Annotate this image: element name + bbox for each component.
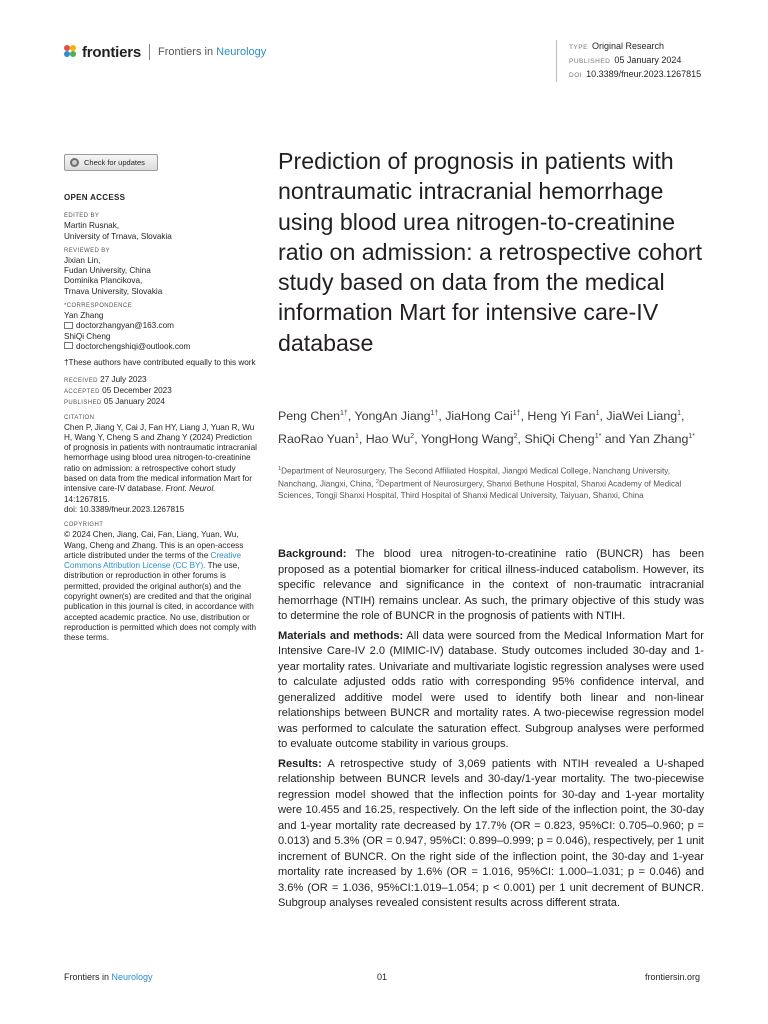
email-link-2[interactable]: doctorchengshiqi@outlook.com [64, 342, 260, 352]
mail-icon [64, 322, 73, 329]
author[interactable]: ShiQi Cheng$^{1*}$ [524, 431, 602, 446]
editor-name: Martin Rusnak, [64, 221, 120, 231]
update-icon [70, 158, 79, 167]
published-date-side: 05 January 2024 [103, 396, 165, 406]
abstract-background: Background: The blood urea nitrogen-to-creatinine ratio (BUNCR) has been proposed as a potential biomarker for critical illness-induced catabolism. However, its specific relevance and significance in the context of non-traumatic intracranial hemorrhage (NTIH) remains unclear. As such, the primary objective of this study was to determine the role of BUNCR in the prognosis of patients with NTIH. [278, 548, 704, 622]
author[interactable]: JiaWei Liang$^1$ [606, 409, 682, 424]
accepted-date: 05 December 2023 [102, 385, 172, 395]
abstract-results: Results: A retrospective study of 3,069 patients with NTIH revealed a U-shaped relationship between BUNCR levels and 30-day/1-year mortality. The two-piecewise regression model showed that the inflection points for 30-day and 1-year mortality were 10.455 and 16.25, respectively. On the left side of the inflection point, the 30-day and 1-year mortality rate decreased by 17.7% (OR = 0.823, 95%CI: 0.705–0.960; p = 0.013) and 5.3% (OR = 0.947, 95%CI: 0.899–0.999; p = 0.046), respectively, per 1 unit increment of BUNCR. On the right side of the inflection point, the 30-day and 1-year mortality rate increased by 1.6% (OR = 1.016, 95%CI: 1.000–1.031; p = 0.046) and 3.6% (OR = 1.036, 95%CI:1.019–1.054; p < 0.001) per 1 unit decrement of BUNCR. Subgroup analyses revealed consistent results across different strata. [278, 757, 704, 909]
reviewer-2-affiliation: Trnava University, Slovakia [64, 286, 163, 296]
author[interactable]: Hao Wu$^2$ [365, 431, 415, 446]
citation-doi[interactable]: doi: 10.3389/fneur.2023.1267815 [64, 504, 185, 514]
copyright-block: COPYRIGHT © 2024 Chen, Jiang, Cai, Fan, Liang, Yuan, Wu, Wang, Cheng and Zhang. This is an open-access article distributed under the terms of the Creative Commons Attribution License (CC BY). The use, distribution or reproduction in other forums is permitted, provided the original author(s) and the copyright owner(s) are credited and that the original publication in this journal is cited, in accordance with accepted academic practice. No use, distribution or reproduction is permitted which does not comply with these terms. [64, 522, 257, 643]
abstract [278, 547, 704, 916]
article-meta: TYPE Original Research PUBLISHED 05 January 2024 DOI 10.3389/fneur.2023.1267815 [556, 40, 701, 82]
reviewer-1-name: Jixian Lin, [64, 255, 101, 265]
email-link-1[interactable]: doctorzhangyan@163.com [64, 321, 260, 331]
frontiers-logo-icon [64, 45, 78, 59]
author[interactable]: RaoRao Yuan$^1$ [278, 431, 359, 446]
equal-contribution-note: †These authors have contributed equally to this work [64, 358, 256, 368]
reviewer-2-name: Dominika Plancikova, [64, 276, 143, 286]
open-access-label: OPEN ACCESS [64, 193, 126, 202]
author[interactable]: Yan Zhang$^{1*}$ [628, 431, 695, 446]
footer-journal[interactable]: Frontiers in Neurology [64, 972, 153, 982]
reviewer-1-affiliation: Fudan University, China [64, 266, 151, 276]
footer-site-link[interactable]: frontiersin.org [645, 972, 701, 982]
header-divider [149, 44, 150, 60]
article-type: Original Research [591, 41, 665, 51]
sidebar: OPEN ACCESS EDITED BY Martin Rusnak, University of Trnava, Slovakia REVIEWED BY Jixian Lin, Fudan University, China Dominika Plancikova, Trnava University, Slovakia *CORRESPONDENCE Yan Zhang doctorzhangyan@163.com ShiQi Cheng doctorchengshiqi@outlook.com †These authors have contributed equally to this work RECEIVED 27 July 2023 ACCEPTED 05 December 2023 PUBLISHED 05 January 2024 CITATION Chen P, Jiang Y, Cai J, Fan HY, Liang J, Yuan R, Wu H, Wang Y, Cheng S and Zhang Y (2024) Prediction of prognosis in patients with nontraumatic intracranial hemorrhage using blood urea nitrogen-to-creatinine ratio on admission: a retrospective cohort study based on data from the medical information Mart for intensive care-IV database. Front. Neurol. 14:1267815. doi: 10.3389/fneur.2023.1267815 COPYRIGHT © 2024 Chen, Jiang, Cai, Fan, Liang, Yuan, Wu, Wang, Cheng and Zhang. This is an open-access article distributed under the terms of the Creative Commons Attribution License (CC BY). The use, distribution or reproduction in other forums is permitted, provided the original author(s) and the copyright owner(s) are credited and that the original publication in this journal is cited, in accordance with accepted academic practice. No use, distribution or reproduction is permitted which does not comply with these terms. [64, 193, 260, 644]
author[interactable]: Peng Chen$^{1\dagger}$ [278, 409, 348, 424]
doi-link[interactable]: 10.3389/fneur.2023.1267815 [586, 69, 702, 79]
cc-by-license-link[interactable]: Creative Commons Attribution License (CC BY). [64, 550, 242, 571]
frontiers-logo[interactable] [64, 42, 266, 62]
author[interactable]: YongAn Jiang$^{1\dagger}$ [354, 409, 439, 424]
editor-affiliation: University of Trnava, Slovakia [64, 231, 172, 241]
article-title: Prediction of prognosis in patients with nontraumatic intracranial hemorrhage using blood urea nitrogen-to-creatinine ratio on admission: a retrospective cohort study based on data from the medical information Mart for intensive care-IV database [278, 148, 703, 356]
affiliations: $^1$Department of Neurosurgery, The Second Affiliated Hospital, Jiangxi Medical College, Nanchang University, Nanchang, Jiangxi, China, $^2$Department of Neurosurgery, Shanxi Bethune Hospital, Shanxi Academy of Medical Sciences, Tongji Shanxi Hospital, Third Hospital of Shanxi Medical University, Taiyuan, Shanxi, China [278, 466, 682, 500]
page-number: 01 [377, 972, 388, 982]
author-list: Peng Chen$^{1\dagger}$, YongAn Jiang$^{1\dagger}$, JiaHong Cai$^{1\dagger}$, Heng Yi Fan$^1$, JiaWei Liang$^1$, RaoRao Yuan$^1$, Hao Wu$^2$, YongHong Wang$^2$, ShiQi Cheng$^{1*}$ and Yan Zhang$^{1*}$ [278, 409, 695, 446]
author[interactable]: YongHong Wang$^2$ [420, 431, 518, 446]
published-date: 05 January 2024 [614, 55, 682, 65]
check-for-updates-button[interactable]: Check for updates [64, 154, 158, 171]
abstract-methods: Materials and methods: All data were sourced from the Medical Information Mart for Intensive Care-IV 2.0 (MIMIC-IV) database. Study outcomes included 30-day and 1-year mortality rates. Univariate and multivariate logistic regression analyses were used to calculate adjusted odds ratio with corresponding 95% confidence interval, and generalized additive model were used to identify both linear and non-linear relationships between BUNCR and mortality rates. A two-piecewise regression model was performed to calculate the saturation effect. Subgroup analyses were performed to evaluate outcome stability in various groups. [278, 629, 704, 750]
author[interactable]: JiaHong Cai$^{1\dagger}$ [445, 409, 521, 424]
journal-name[interactable]: Frontiers in Neurology [158, 46, 267, 58]
author[interactable]: Heng Yi Fan$^1$ [527, 409, 600, 424]
mail-icon [64, 342, 73, 349]
brand-name: frontiers [82, 43, 142, 61]
citation-block: CITATION Chen P, Jiang Y, Cai J, Fan HY, Liang J, Yuan R, Wu H, Wang Y, Cheng S and Zhang Y (2024) Prediction of prognosis in patients with nontraumatic intracranial hemorrhage using blood urea nitrogen-to-creatinine ratio on admission: a retrospective cohort study based on data from the medical information Mart for intensive care-IV database. Front. Neurol. 14:1267815. doi: 10.3389/fneur.2023.1267815 [64, 414, 260, 516]
received-date: 27 July 2023 [100, 374, 147, 384]
